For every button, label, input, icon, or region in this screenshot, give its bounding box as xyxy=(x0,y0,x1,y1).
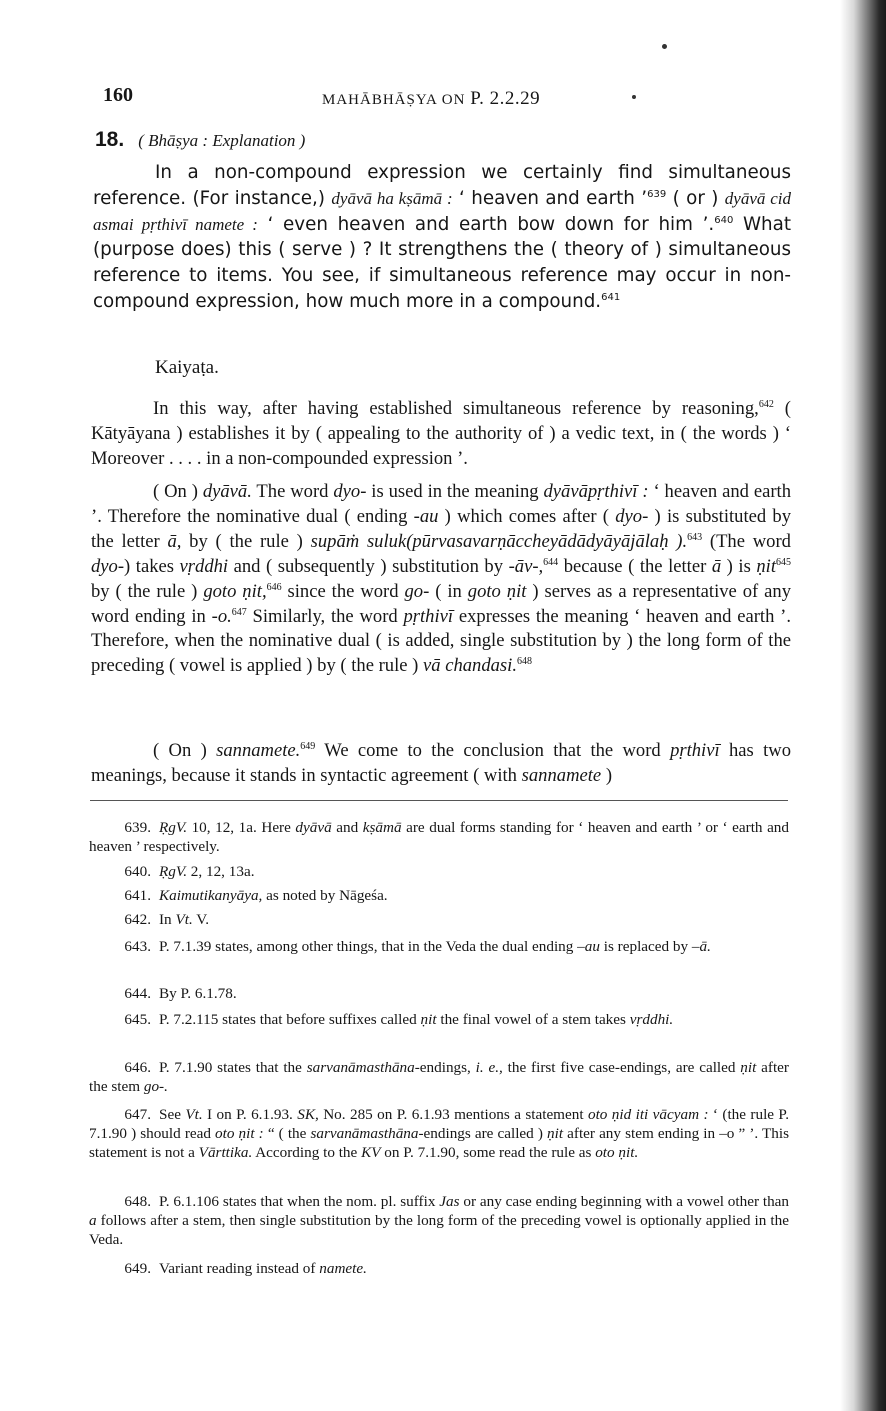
footnote-642: 642. In Vt. V. xyxy=(124,911,210,928)
paragraph-kaiyata-1: In this way, after having established simultaneous reference by reasoning,$^{642}$ ( Kātyāyana ) establishes it by ( appealing to the authority of ) a vedic text, in ( the words ) ‘ Moreover . . . . in a non-compounded expression ’. xyxy=(91,398,791,469)
footnote-separator xyxy=(90,800,788,801)
footnote-649: 649. Variant reading instead of namete. xyxy=(124,1260,367,1277)
page-number: 160 xyxy=(103,84,133,106)
section-label: ( Bhāṣya : Explanation ) xyxy=(138,131,306,150)
footnote-641: 641. Kaimutikanyāya, as noted by Nāgeśa. xyxy=(124,887,388,904)
paragraph-bhasya: In a non-compound expression we certainly find simultaneous reference. (For instance,) dyāvā ha kṣāmā : ‘ heaven and earth ’$^{639}$ ( or ) dyāvā cid asmai pṛthivī namete : ‘ even heaven and earth bow down for him ’.$^{640}$ What (purpose does) this ( serve ) ? It strengthens the ( theory of ) simultaneous reference to items. You see, if simultaneous reference may occur in non-compound expression, how much more in a compound.$^{641}$ xyxy=(93,162,792,312)
footnote-648: 648. P. 6.1.106 states that when the nom. pl. suffix Jas or any case ending beginning with a vowel other than a follows after a stem, then single substitution by the long form of the preceding vowel is optionally applied in the Veda. xyxy=(89,1193,789,1249)
section-number: 18. xyxy=(95,128,125,151)
page-header xyxy=(100,84,800,114)
print-speck xyxy=(632,95,636,99)
kaiyata-heading: Kaiyaṭa. xyxy=(155,357,219,378)
print-speck xyxy=(662,44,667,49)
footnote-639: 639. ṚgV. 10, 12, 1a. Here dyāvā and kṣāmā are dual forms standing for ‘ heaven and earth ’ or ‘ earth and heaven ’ respectively. xyxy=(89,819,789,856)
footnote-645: 645. P. 7.2.115 states that before suffixes called ṇit the final vowel of a stem takes vṛddhi. xyxy=(124,1011,674,1028)
paragraph-kaiyata-3: ( On ) sannamete.$^{649}$ We come to the conclusion that the word pṛthivī has two meanings, because it stands in syntactic agreement ( with sannamete ) xyxy=(91,740,791,786)
running-title-rule: P. 2.2.29 xyxy=(470,88,541,109)
footnote-640: 640. ṚgV. 2, 12, 13a. xyxy=(124,863,255,880)
running-title-work: MAHĀBHĀṢYA ON xyxy=(322,92,471,108)
footnote-646: 646. P. 7.1.90 states that the sarvanāmasthāna-endings, i. e., the first five case-endings, are called ṇit after the stem go-. xyxy=(89,1059,789,1096)
section-heading xyxy=(95,128,305,152)
footnote-647: 647. See Vt. I on P. 6.1.93. SK, No. 285 on P. 6.1.93 mentions a statement oto ṇid iti vācyam : ‘ (the rule P. 7.1.90 ) should read oto ṇit : “ ( the sarvanāmasthāna-endings are called ) ṇit after any stem ending in –o ” ’. This statement is not a Vārttika. According to the KV on P. 7.1.90, some read the rule as oto ṇit. xyxy=(89,1106,789,1162)
footnote-644: 644. By P. 6.1.78. xyxy=(124,985,237,1002)
page-edge-shadow xyxy=(840,0,886,1411)
paragraph-kaiyata-2: ( On ) dyāvā. The word dyo- is used in the meaning dyāvāpṛthivī : ‘ heaven and earth ’. Therefore the nominative dual ( ending -au ) which comes after ( dyo- ) is substituted by the letter ā, by ( the rule ) supāṁ suluk(pūrvasavarṇācchеyādādyāyājālaḥ ).$^{643}$ (The word dyo-) takes vṛddhi and ( subsequently ) substitution by -āv-,$^{644}$ because ( the letter ā ) is ṇit$^{645}$ by ( the rule ) goto ṇit,$^{646}$ since the word go- ( in goto ṇit ) serves as a representative of any word ending in -o.$^{647}$ Similarly, the word pṛthivī expresses the meaning ‘ heaven and earth ’. Therefore, when the nominative dual ( is added, single substitution by ) the long form of the preceding ( vowel is applied ) by ( the rule ) vā chandasi.$^{648}$ xyxy=(91,481,792,677)
running-title xyxy=(322,88,540,110)
footnote-643: 643. P. 7.1.39 states, among other things, that in the Veda the dual ending –au is replaced by –ā. xyxy=(124,938,711,955)
